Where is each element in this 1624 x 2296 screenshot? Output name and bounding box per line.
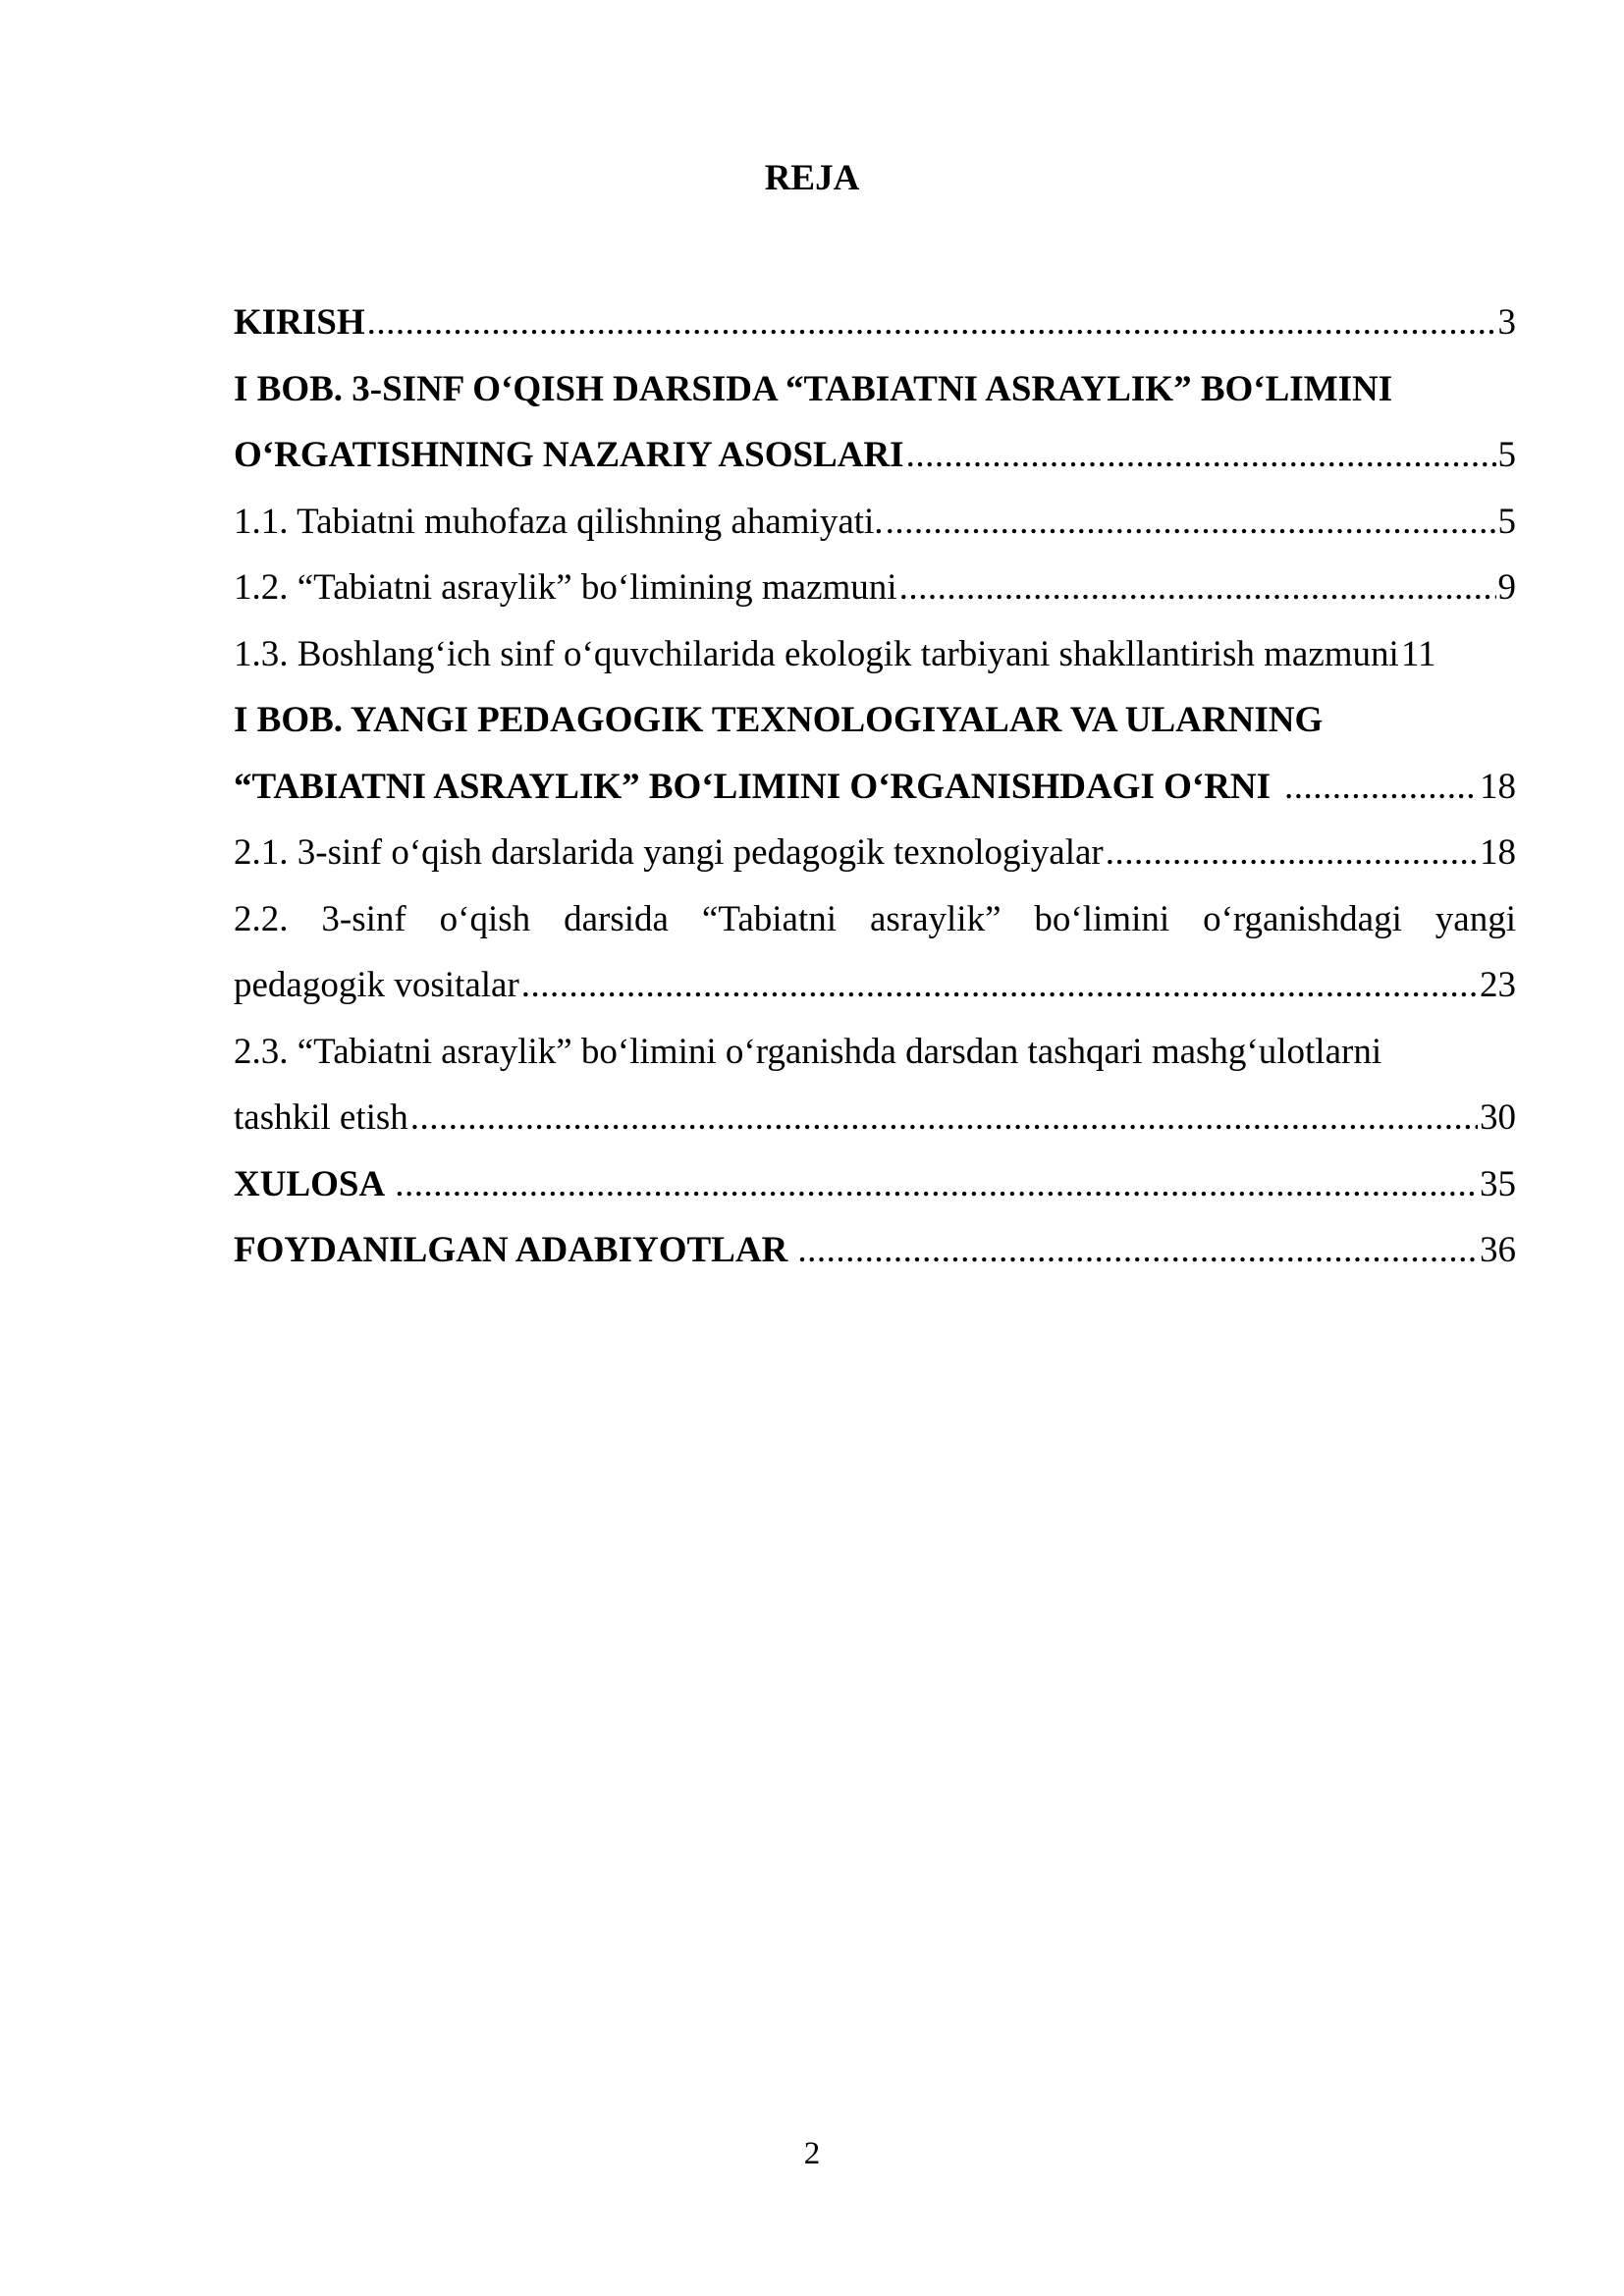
dot-leader <box>367 290 1496 356</box>
toc-entry-label: tashkil etish <box>234 1097 408 1138</box>
toc-chapter-1-line-2[interactable] <box>234 422 1516 489</box>
toc-entry-page: 5 <box>1497 435 1516 475</box>
page-title: REJA <box>764 158 860 198</box>
toc-entry-label: FOYDANILGAN ADABIYOTLAR <box>234 1230 788 1270</box>
toc-entry-page: 9 <box>1497 567 1516 608</box>
dot-leader <box>1284 754 1478 821</box>
toc-entry-label: 1.1. Tabiatni muhofaza qilishning ahamiyati. <box>234 501 884 542</box>
toc-entry-label: KIRISH <box>234 302 365 343</box>
toc-entry-page: 36 <box>1480 1230 1516 1270</box>
toc-entry-page: 11 <box>1400 633 1436 674</box>
toc-chapter-2-line-1[interactable] <box>234 687 1516 754</box>
toc-entry-kirish[interactable] <box>234 290 1516 356</box>
toc-entry-page: 5 <box>1497 501 1516 542</box>
toc-entry-label: XULOSA <box>234 1163 386 1204</box>
toc-entry-2-3-line-1[interactable] <box>234 1019 1516 1086</box>
toc-entry-2-2-line-1[interactable] <box>234 886 1516 953</box>
toc-entry-2-3-line-2[interactable] <box>234 1085 1516 1151</box>
dot-leader <box>1106 820 1478 886</box>
dot-leader <box>410 1085 1478 1151</box>
toc-entry-label: “TABIATNI ASRAYLIK” BO‘LIMINI O‘RGANISHDAGI O‘RNI <box>234 766 1272 807</box>
toc-chapter-1-line-1[interactable] <box>234 356 1516 423</box>
toc-entry-2-2-line-2[interactable] <box>234 952 1516 1019</box>
toc-entry-label: pedagogik vositalar <box>234 965 519 1005</box>
dot-leader <box>395 1151 1478 1218</box>
toc-entry-page: 35 <box>1480 1163 1516 1204</box>
toc-entry-page: 18 <box>1480 832 1516 873</box>
toc-entry-page: 30 <box>1480 1097 1516 1138</box>
toc-entry-label: 2.3. “Tabiatni asraylik” bo‘limini o‘rganishda darsdan tashqari mashg‘ulotlarni <box>234 1031 1382 1072</box>
toc-entry-2-1[interactable] <box>234 820 1516 886</box>
toc-entry-1-1[interactable] <box>234 489 1516 556</box>
page-number: 2 <box>803 2136 821 2171</box>
toc-entry-label: O‘RGATISHNING NAZARIY ASOSLARI <box>234 435 904 475</box>
dot-leader <box>906 422 1496 489</box>
toc-chapter-2-line-2[interactable] <box>234 754 1516 821</box>
toc-entry-label: 2.1. 3-sinf o‘qish darslarida yangi pedagogik texnologiyalar <box>234 832 1104 873</box>
toc-entry-label: I BOB. 3-SINF O‘QISH DARSIDA “TABIATNI ASRAYLIK” BO‘LIMINI <box>234 368 1393 409</box>
toc-entry-xulosa[interactable] <box>234 1151 1516 1218</box>
toc-entry-adabiyotlar[interactable] <box>234 1217 1516 1284</box>
toc-entry-page: 23 <box>1480 965 1516 1005</box>
dot-leader <box>899 555 1496 621</box>
toc-entry-label: 1.2. “Tabiatni asraylik” bo‘limining mazmuni <box>234 567 897 608</box>
toc-entry-label: I BOB. YANGI PEDAGOGIK TEXNOLOGIYALAR VA ULARNING <box>234 700 1324 740</box>
toc-entry-label: 1.3. Boshlang‘ich sinf o‘quvchilarida ekologik tarbiyani shakllantirish mazmuni <box>234 633 1399 674</box>
dot-leader <box>797 1217 1478 1284</box>
table-of-contents <box>234 290 1516 1284</box>
toc-entry-label: 2.2. 3-sinf o‘qish darsida “Tabiatni asraylik” bo‘limini o‘rganishdagi yangi <box>234 898 1516 939</box>
toc-entry-1-2[interactable] <box>234 555 1516 621</box>
toc-entry-page: 18 <box>1480 766 1516 807</box>
toc-entry-1-3[interactable] <box>234 621 1516 688</box>
toc-entry-page: 3 <box>1497 302 1516 343</box>
dot-leader <box>521 952 1478 1019</box>
dot-leader <box>886 489 1496 556</box>
